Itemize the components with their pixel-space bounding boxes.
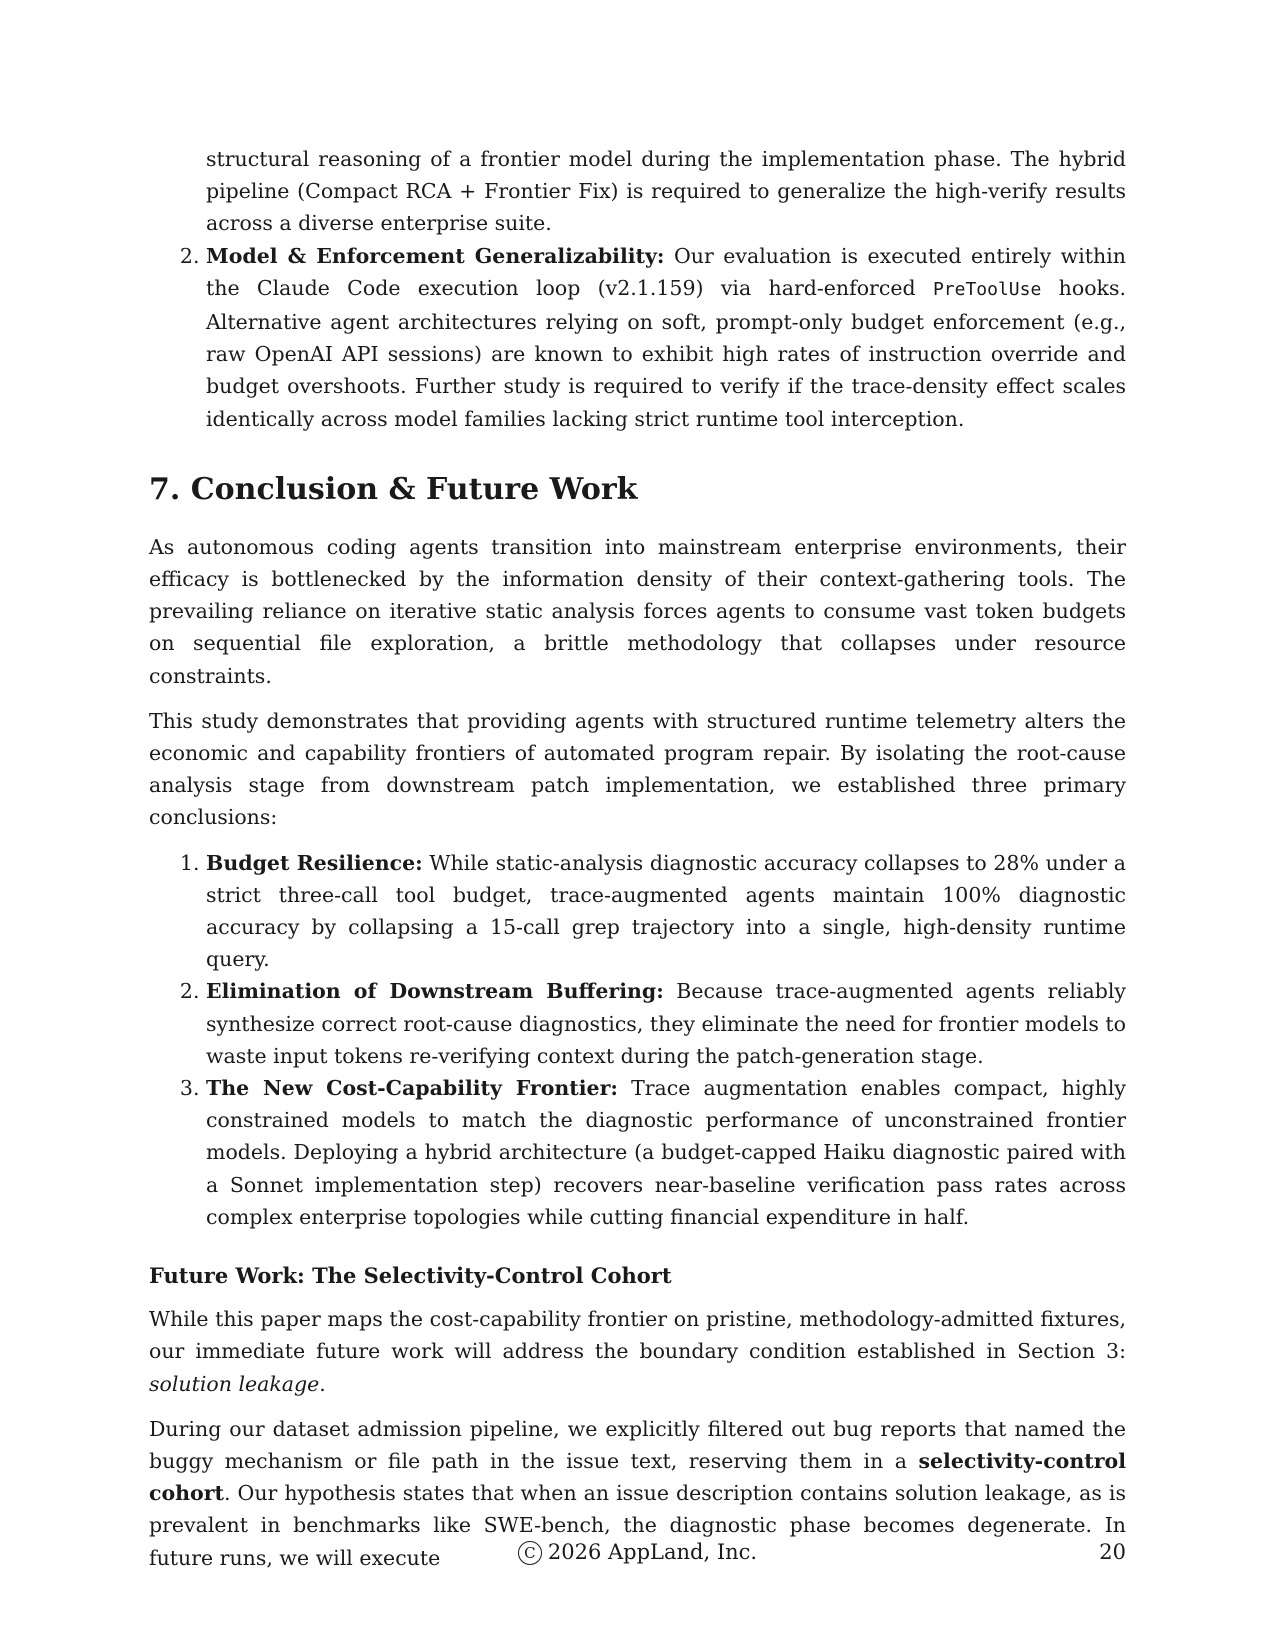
conclusion-item-title: The New Cost-Capability Frontier: xyxy=(206,1076,618,1101)
conclusions-list xyxy=(149,847,1126,1233)
section-heading: 7. Conclusion & Future Work xyxy=(149,471,638,507)
future-work-paragraph-1 xyxy=(149,1303,1126,1400)
future-work-para2-bold: selectivity-control cohort xyxy=(149,1448,1126,1506)
limitations-list xyxy=(149,240,1126,435)
intro-continuation: structural reasoning of a frontier model during the implementation phase. The hybrid pipeline (Compact RCA + Frontier Fix) is required to generalize the high-verify results across a diverse enterprise suite. xyxy=(206,147,1126,236)
conclusion-paragraph-1: As autonomous coding agents transition into mainstream enterprise environments, their efficacy is bottlenecked by the information density of their context-gathering tools. The prevailing reliance on iterative static analysis forces agents to consume vast token budgets on sequential file exploration, a brittle methodology that collapses under resource constraints. xyxy=(149,534,1126,688)
limitations-item-text-before: Our evaluation is executed entirely within the Claude Code execution loop (v2.1.159) via hard-enforced xyxy=(206,243,1126,300)
subsection-heading: Future Work: The Selectivity-Control Cohort xyxy=(149,1263,672,1289)
future-work-para1-end: . xyxy=(319,1371,326,1396)
conclusion-item xyxy=(206,1072,1126,1233)
limitations-item-text-after: hooks. Alternative agent architectures relying on soft, prompt-only budget enforcement (e.g., raw OpenAI API sessions) are known to exhibit high rates of instruction override and budget overshoots. Further study is required to verify if the trace-density effect scales identically across model families lacking strict runtime tool interception. xyxy=(206,275,1126,431)
limitations-item-title: Model & Enforcement Generalizability: xyxy=(206,243,665,268)
conclusion-item-title: Budget Resilience: xyxy=(206,850,423,875)
future-work-para1-italic: solution leakage xyxy=(149,1371,320,1396)
conclusion-item xyxy=(206,847,1126,976)
page-number: 20 xyxy=(1099,1540,1126,1564)
copyright-text: 2026 AppLand, Inc. xyxy=(547,1540,758,1564)
inline-code: PreToolUse xyxy=(932,278,1042,300)
limitations-item-2 xyxy=(206,240,1126,435)
page-footer xyxy=(149,1540,1126,1570)
copyright-icon: C xyxy=(518,1541,542,1565)
conclusion-item xyxy=(206,975,1126,1072)
conclusion-item-text: Trace augmentation enables compact, highly constrained models to match the diagnostic performance of unconstrained frontier models. Deploying a hybrid architecture (a budget-capped Haiku diagnostic paired with a Sonnet implementation step) recovers near-baseline verification pass rates across complex enterprise topologies while cutting financial expenditure in half. xyxy=(206,1076,1126,1229)
future-work-para1-text: While this paper maps the cost-capability frontier on pristine, methodology-admitted fixtures, our immediate future work will address the boundary condition established in Section 3: xyxy=(149,1307,1126,1364)
future-work-para2-before: During our dataset admission pipeline, we explicitly filtered out bug reports that named the buggy mechanism or file path in the issue text, reserving them in a xyxy=(149,1416,1126,1473)
future-work-para2-after: . Our hypothesis states that when an issue description contains solution leakage, as is prevalent in benchmarks like SWE-bench, the diagnostic phase becomes degenerate. In future runs, we will execute xyxy=(149,1481,1126,1570)
conclusion-paragraph-2: This study demonstrates that providing agents with structured runtime telemetry alters the economic and capability frontiers of automated program repair. By isolating the root-cause analysis stage from downstream patch implementation, we established three primary conclusions: xyxy=(149,708,1126,830)
conclusion-item-text: Because trace-augmented agents reliably synthesize correct root-cause diagnostics, they eliminate the need for frontier models to waste input tokens re-verifying context during the patch-generation stage. xyxy=(206,979,1126,1068)
paper-page xyxy=(149,143,1126,1574)
conclusion-item-text: While static-analysis diagnostic accuracy collapses to 28% under a strict three-call tool budget, trace-augmented agents maintain 100% diagnostic accuracy by collapsing a 15-call grep trajectory into a single, high-density runtime query. xyxy=(206,850,1126,972)
copyright xyxy=(149,1540,1126,1565)
conclusion-item-title: Elimination of Downstream Buffering: xyxy=(206,979,664,1004)
